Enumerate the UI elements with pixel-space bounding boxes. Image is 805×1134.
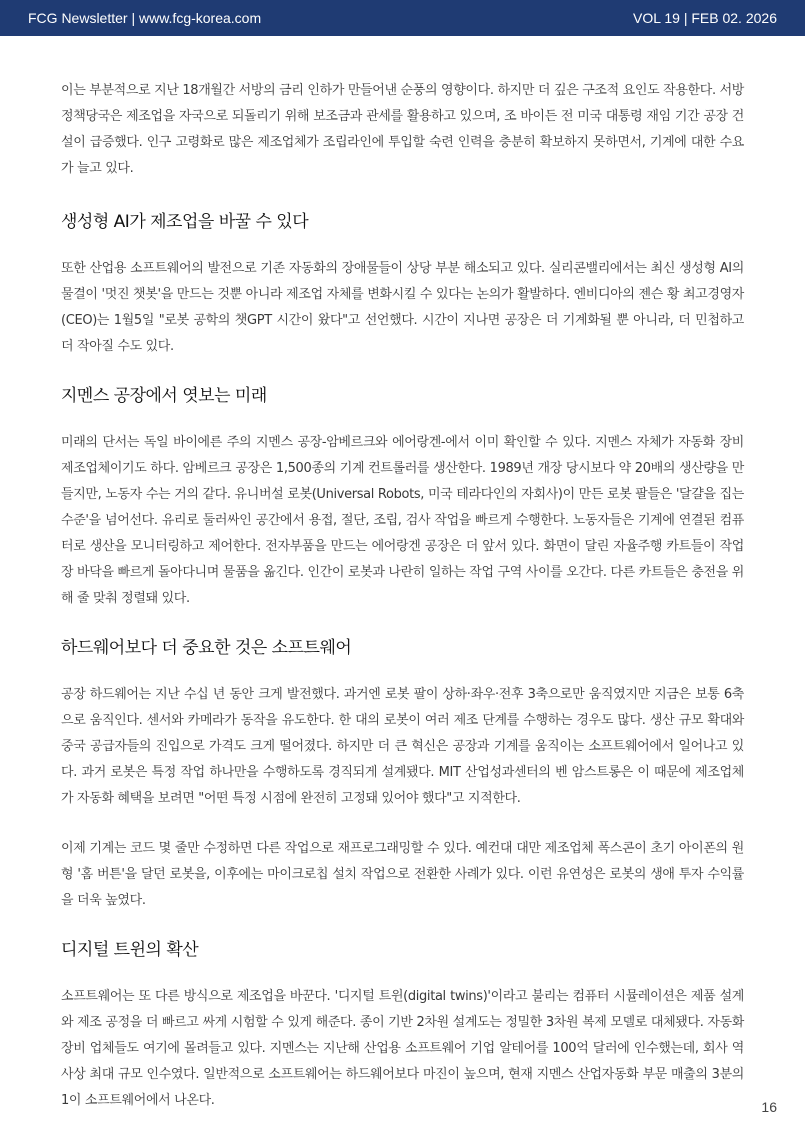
paragraph-digital-twin: 소프트웨어는 또 다른 방식으로 제조업을 바꾼다. '디지털 트윈(digital twins)'이라고 불리는 컴퓨터 시뮬레이션은 제품 설계와 제조 공정을 더 빠르고 싸게 시험할 수 있게 해준다. 종이 기반 2차원 설계도는 정밀한 3차원 복제 모델로 대체됐다. 자동화 장비 업체들도 여기에 몰려들고 있다. 지멘스는 지난해 산업용 소프트웨어 기업 알테어를 100억 달러에 인수했는데, 회사 역사상 최대 규모 인수였다. 일반적으로 소프트웨어는 하드웨어보다 마진이 높으며, 현재 지멘스 산업자동화 부문 매출의 3분의 1이 소프트웨어에서 나온다.	[61, 989, 744, 1108]
article-body	[61, 78, 744, 1114]
paragraph-generative-ai: 또한 산업용 소프트웨어의 발전으로 기존 자동화의 장애물들이 상당 부분 해소되고 있다. 실리콘밸리에서는 최신 생성형 AI의 물결이 '멋진 챗봇'을 만드는 것뿐 아니라 제조업 자체를 변화시킬 수 있다는 논의가 활발하다. 엔비디아의 젠슨 황 최고경영자(CEO)는 1월5일 "로봇 공학의 챗GPT 시간이 왔다"고 선언했다. 시간이 지나면 공장은 더 기계화될 뿐 아니라, 더 민첩하고 더 작아질 수도 있다.	[61, 261, 744, 354]
section-heading-digital-twin: 디지털 트윈의 확산	[61, 940, 199, 960]
page-number: 16	[761, 1099, 777, 1115]
paragraph-software-1: 공장 하드웨어는 지난 수십 년 동안 크게 발전했다. 과거엔 로봇 팔이 상하·좌우·전후 3축으로만 움직였지만 지금은 보통 6축으로 움직인다. 센서와 카메라가 동작을 유도한다. 한 대의 로봇이 여러 제조 단계를 수행하는 경우도 많다. 생산 규모 확대와 중국 공급자들의 진입으로 가격도 크게 떨어졌다. 하지만 더 큰 혁신은 공장과 기계를 움직이는 소프트웨어에서 일어나고 있다. 과거 로봇은 특정 작업 하나만을 수행하도록 경직되게 설계됐다. MIT 산업성과센터의 벤 암스트롱은 이 때문에 제조업체가 자동화 혜택을 보려면 "어떤 특정 시점에 완전히 고정돼 있어야 했다"고 지적한다.	[61, 687, 744, 806]
section-heading-software: 하드웨어보다 더 중요한 것은 소프트웨어	[61, 638, 352, 658]
paragraph-siemens: 미래의 단서는 독일 바이에른 주의 지멘스 공장-암베르크와 에어랑겐-에서 이미 확인할 수 있다. 지멘스 자체가 자동화 장비 제조업체이기도 하다. 암베르크 공장은 1,500종의 기계 컨트롤러를 생산한다. 1989년 개장 당시보다 약 20배의 생산량을 만들지만, 노동자 수는 거의 같다. 유니버설 로봇(Universal Robots, 미국 테라다인의 자회사)이 만든 로봇 팔들은 '달걀을 집는 수준'을 넘어선다. 유리로 둘러싸인 공간에서 용접, 절단, 조립, 검사 작업을 빠르게 수행한다. 노동자들은 기계에 연결된 컴퓨터로 생산을 모니터링하고 제어한다. 전자부품을 만드는 에어랑겐 공장은 더 앞서 있다. 화면이 달린 자율주행 카트들이 작업장 바닥을 빠르게 돌아다니며 물품을 옮긴다. 인간이 로봇과 나란히 일하는 작업 구역 사이를 오간다. 다른 카트들은 충전을 위해 줄 맞춰 정렬돼 있다.	[61, 435, 744, 606]
header-issue: VOL 19 | FEB 02. 2026	[633, 10, 777, 26]
section-heading-generative-ai: 생성형 AI가 제조업을 바꿀 수 있다	[61, 212, 309, 232]
paragraph-software-2: 이제 기계는 코드 몇 줄만 수정하면 다른 작업으로 재프로그래밍할 수 있다. 예컨대 대만 제조업체 폭스콘이 초기 아이폰의 원형 '홈 버튼'을 달던 로봇을, 이후에는 마이크로칩 설치 작업으로 전환한 사례가 있다. 이런 유연성은 로봇의 생애 투자 수익률을 더욱 높였다.	[61, 841, 744, 908]
section-heading-siemens: 지멘스 공장에서 엿보는 미래	[61, 386, 267, 406]
paragraph-intro: 이는 부분적으로 지난 18개월간 서방의 금리 인하가 만들어낸 순풍의 영향이다. 하지만 더 깊은 구조적 요인도 작용한다. 서방 정책당국은 제조업을 자국으로 되돌리기 위해 보조금과 관세를 활용하고 있으며, 조 바이든 전 미국 대통령 재임 기간 공장 건설이 급증했다. 인구 고령화로 많은 제조업체가 조립라인에 투입할 숙련 인력을 충분히 확보하지 못하면서, 기계에 대한 수요가 늘고 있다.	[61, 83, 744, 176]
header-publication: FCG Newsletter | www.fcg-korea.com	[28, 10, 262, 26]
newsletter-header	[0, 0, 805, 36]
